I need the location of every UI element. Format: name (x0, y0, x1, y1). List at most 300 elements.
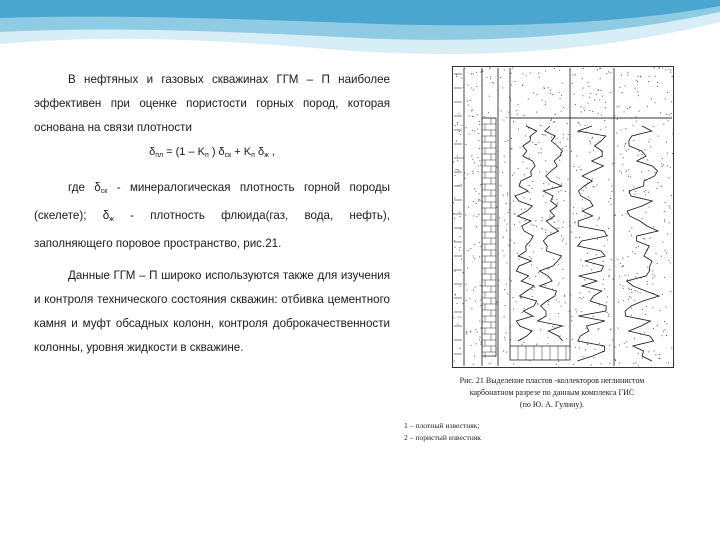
texture-dot (474, 258, 475, 259)
texture-dot (562, 148, 563, 149)
texture-dot (558, 301, 559, 302)
texture-dot (563, 134, 564, 135)
texture-dot (506, 332, 507, 333)
texture-dot (556, 300, 557, 301)
texture-dot (554, 121, 555, 122)
texture-dot (655, 354, 656, 355)
texture-dot (571, 232, 572, 233)
texture-dot (535, 144, 536, 145)
texture-dot (666, 142, 667, 143)
texture-dot (525, 209, 526, 210)
texture-dot (461, 228, 462, 229)
texture-dot (576, 170, 577, 171)
texture-dot (599, 305, 600, 306)
texture-dot (634, 194, 635, 195)
texture-dot (454, 240, 455, 241)
texture-dot (544, 87, 545, 88)
texture-dot (504, 220, 505, 221)
texture-dot (657, 263, 658, 264)
texture-dot (601, 151, 602, 152)
texture-dot (584, 110, 585, 111)
texture-dot (655, 102, 656, 103)
texture-dot (587, 343, 588, 344)
texture-dot (566, 338, 567, 339)
texture-dot (473, 173, 474, 174)
texture-dot (650, 238, 651, 239)
texture-dot (615, 215, 616, 216)
texture-dot (470, 331, 471, 332)
texture-dot (627, 108, 628, 109)
texture-dot (543, 183, 544, 184)
texture-dot (613, 279, 614, 280)
texture-dot (621, 75, 622, 76)
texture-dot (608, 314, 609, 315)
texture-dot (552, 199, 553, 200)
texture-dot (502, 87, 503, 88)
texture-dot (542, 134, 543, 135)
texture-dot (523, 342, 524, 343)
formula-part: = (1 – K (163, 146, 205, 158)
texture-dot (606, 302, 607, 303)
texture-dot (597, 239, 598, 240)
texture-dot (671, 348, 672, 349)
texture-dot (562, 83, 563, 84)
texture-dot (645, 149, 646, 150)
formula-sub-pl: пл (155, 152, 164, 159)
texture-dot (459, 286, 460, 287)
texture-dot (524, 308, 525, 309)
texture-dot (559, 283, 560, 284)
texture-dot (622, 266, 623, 267)
texture-dot (561, 95, 562, 96)
texture-dot (598, 328, 599, 329)
texture-dot (541, 148, 542, 149)
texture-dot (504, 162, 505, 163)
texture-dot (563, 326, 564, 327)
texture-dot (477, 114, 478, 115)
texture-dot (601, 114, 602, 115)
texture-dot (642, 154, 643, 155)
texture-dot (468, 207, 469, 208)
texture-dot (568, 134, 569, 135)
caption-line: Рис. 21 Выделение пластов -коллекторов неглинистом (459, 376, 645, 385)
texture-dot (597, 69, 598, 70)
texture-dot (608, 275, 609, 276)
texture-dot (648, 351, 649, 352)
texture-dot (504, 69, 505, 70)
texture-dot (662, 68, 663, 69)
texture-dot (627, 279, 628, 280)
texture-dot (453, 161, 454, 162)
texture-dot (638, 95, 639, 96)
texture-dot (628, 169, 629, 170)
texture-dot (545, 230, 546, 231)
texture-dot (455, 125, 456, 126)
texture-dot (583, 68, 584, 69)
texture-dot (465, 215, 466, 216)
texture-dot (589, 140, 590, 141)
texture-dot (455, 175, 456, 176)
texture-dot (580, 260, 581, 261)
texture-dot (628, 275, 629, 276)
texture-dot (649, 76, 650, 77)
formula-sub-zh: ж (264, 152, 269, 159)
texture-dot (513, 364, 514, 365)
texture-dot (545, 104, 546, 105)
texture-dot (537, 94, 538, 95)
texture-dot (545, 232, 546, 233)
texture-dot (532, 289, 533, 290)
texture-dot (540, 125, 541, 126)
texture-dot (596, 254, 597, 255)
texture-dot (599, 68, 600, 69)
texture-dot (606, 127, 607, 128)
texture-dot (547, 277, 548, 278)
texture-dot (586, 328, 587, 329)
texture-dot (607, 235, 608, 236)
texture-dot (564, 295, 565, 296)
texture-dot (475, 301, 476, 302)
texture-dot (664, 321, 665, 322)
texture-dot (545, 135, 546, 136)
texture-dot (657, 325, 658, 326)
texture-dot (466, 144, 467, 145)
texture-dot (600, 78, 601, 79)
texture-dot (601, 363, 602, 364)
texture-dot (536, 344, 537, 345)
texture-dot (514, 243, 515, 244)
texture-dot (505, 339, 506, 340)
texture-dot (581, 112, 582, 113)
texture-dot (455, 247, 456, 248)
texture-dot (526, 168, 527, 169)
texture-dot (529, 278, 530, 279)
texture-dot (558, 285, 559, 286)
texture-dot (513, 121, 514, 122)
texture-dot (557, 138, 558, 139)
texture-dot (640, 76, 641, 77)
texture-dot (617, 119, 618, 120)
texture-dot (590, 93, 591, 94)
texture-dot (587, 253, 588, 254)
texture-dot (662, 335, 663, 336)
texture-dot (517, 253, 518, 254)
texture-dot (506, 203, 507, 204)
texture-dot (524, 198, 525, 199)
texture-dot (662, 242, 663, 243)
texture-dot (539, 172, 540, 173)
texture-dot (658, 182, 659, 183)
texture-dot (619, 363, 620, 364)
texture-dot (668, 177, 669, 178)
texture-dot (603, 284, 604, 285)
texture-dot (652, 283, 653, 284)
texture-dot (575, 74, 576, 75)
texture-dot (508, 212, 509, 213)
texture-dot (625, 86, 626, 87)
texture-dot (470, 248, 471, 249)
texture-dot (664, 221, 665, 222)
texture-dot (513, 297, 514, 298)
texture-dot (561, 190, 562, 191)
texture-dot (612, 191, 613, 192)
texture-dot (475, 191, 476, 192)
texture-dot (620, 263, 621, 264)
texture-dot (545, 160, 546, 161)
texture-dot (532, 181, 533, 182)
texture-dot (627, 213, 628, 214)
texture-dot (460, 236, 461, 237)
texture-dot (503, 195, 504, 196)
texture-dot (453, 202, 454, 203)
texture-dot (666, 114, 667, 115)
texture-dot (480, 285, 481, 286)
texture-dot (592, 186, 593, 187)
texture-dot (550, 90, 551, 91)
texture-dot (556, 364, 557, 365)
texture-dot (593, 150, 594, 151)
texture-dot (599, 218, 600, 219)
texture-dot (559, 228, 560, 229)
texture-dot (531, 264, 532, 265)
texture-dot (596, 225, 597, 226)
texture-dot (572, 83, 573, 84)
texture-dot (609, 269, 610, 270)
texture-dot (562, 269, 563, 270)
texture-dot (611, 259, 612, 260)
texture-dot (655, 172, 656, 173)
texture-dot (616, 132, 617, 133)
texture-dot (537, 304, 538, 305)
texture-dot (525, 220, 526, 221)
texture-dot (647, 159, 648, 160)
texture-dot (466, 331, 467, 332)
texture-dot (645, 190, 646, 191)
texture-dot (457, 169, 458, 170)
texture-dot (563, 107, 564, 108)
texture-dot (511, 84, 512, 85)
texture-dot (518, 168, 519, 169)
texture-dot (563, 138, 564, 139)
texture-dot (488, 112, 489, 113)
texture-dot (595, 349, 596, 350)
texture-dot (515, 214, 516, 215)
texture-dot (624, 111, 625, 112)
texture-dot (647, 267, 648, 268)
formula-sub-sk: ск (224, 152, 232, 159)
texture-dot (662, 294, 663, 295)
formula-part: ) δ (208, 146, 225, 158)
texture-dot (508, 112, 509, 113)
texture-dot (529, 185, 530, 186)
texture-dot (644, 332, 645, 333)
texture-dot (668, 69, 669, 70)
texture-dot (581, 311, 582, 312)
texture-dot (631, 292, 632, 293)
texture-dot (514, 214, 515, 215)
texture-dot (539, 77, 540, 78)
texture-dot (635, 88, 636, 89)
texture-dot (626, 171, 627, 172)
texture-dot (515, 81, 516, 82)
texture-dot (493, 83, 494, 84)
texture-dot (529, 245, 530, 246)
texture-dot (571, 151, 572, 152)
texture-dot (660, 310, 661, 311)
texture-dot (473, 73, 474, 74)
texture-dot (635, 191, 636, 192)
texture-dot (645, 314, 646, 315)
texture-dot (628, 176, 629, 177)
texture-dot (563, 238, 564, 239)
texture-dot (457, 324, 458, 325)
texture-dot (638, 353, 639, 354)
texture-dot (623, 300, 624, 301)
texture-dot (610, 72, 611, 73)
texture-dot (551, 232, 552, 233)
texture-dot (558, 264, 559, 265)
texture-dot (558, 191, 559, 192)
texture-dot (532, 142, 533, 143)
texture-dot (640, 292, 641, 293)
texture-dot (544, 88, 545, 89)
texture-dot (591, 269, 592, 270)
texture-dot (506, 230, 507, 231)
texture-dot (615, 359, 616, 360)
texture-dot (479, 321, 480, 322)
texture-dot (658, 136, 659, 137)
texture-dot (522, 85, 523, 86)
texture-dot (582, 78, 583, 79)
texture-dot (620, 130, 621, 131)
texture-dot (661, 186, 662, 187)
texture-dot (608, 71, 609, 72)
texture-dot (598, 89, 599, 90)
texture-dot (548, 87, 549, 88)
formula-sub-p: п (251, 152, 255, 159)
texture-dot (628, 299, 629, 300)
texture-dot (522, 312, 523, 313)
texture-dot (648, 192, 649, 193)
texture-dot (600, 129, 601, 130)
texture-dot (661, 256, 662, 257)
texture-dot (457, 124, 458, 125)
texture-dot (541, 220, 542, 221)
texture-dot (548, 268, 549, 269)
texture-dot (586, 188, 587, 189)
texture-dot (469, 115, 470, 116)
texture-dot (528, 98, 529, 99)
texture-dot (631, 227, 632, 228)
texture-dot (466, 290, 467, 291)
texture-dot (545, 285, 546, 286)
texture-dot (503, 237, 504, 238)
texture-dot (545, 71, 546, 72)
texture-dot (478, 199, 479, 200)
texture-dot (556, 155, 557, 156)
texture-dot (633, 363, 634, 364)
texture-dot (480, 72, 481, 73)
texture-dot (466, 332, 467, 333)
texture-dot (572, 74, 573, 75)
body-text (34, 68, 390, 360)
texture-dot (652, 270, 653, 271)
texture-dot (642, 309, 643, 310)
texture-dot (505, 141, 506, 142)
texture-dot (490, 78, 491, 79)
texture-dot (509, 245, 510, 246)
texture-dot (479, 339, 480, 340)
texture-dot (520, 147, 521, 148)
texture-dot (531, 258, 532, 259)
texture-dot (511, 138, 512, 139)
texture-dot (663, 124, 664, 125)
texture-dot (562, 227, 563, 228)
texture-dot (454, 361, 455, 362)
texture-dot (642, 358, 643, 359)
texture-dot (622, 164, 623, 165)
texture-dot (518, 259, 519, 260)
texture-dot (473, 116, 474, 117)
texture-dot (559, 70, 560, 71)
texture-dot (475, 287, 476, 288)
texture-dot (670, 72, 671, 73)
texture-dot (662, 158, 663, 159)
texture-dot (506, 284, 507, 285)
texture-dot (529, 256, 530, 257)
texture-dot (461, 259, 462, 260)
texture-dot (478, 214, 479, 215)
texture-dot (631, 315, 632, 316)
texture-dot (631, 308, 632, 309)
texture-dot (458, 170, 459, 171)
texture-dot (463, 158, 464, 159)
texture-dot (668, 260, 669, 261)
texture-dot (634, 300, 635, 301)
texture-dot (656, 253, 657, 254)
texture-dot (668, 362, 669, 363)
texture-dot (639, 111, 640, 112)
texture-dot (629, 107, 630, 108)
texture-dot (594, 187, 595, 188)
texture-dot (620, 154, 621, 155)
texture-dot (552, 326, 553, 327)
texture-dot (582, 208, 583, 209)
texture-dot (660, 112, 661, 113)
texture-dot (545, 202, 546, 203)
texture-dot (548, 301, 549, 302)
texture-dot (626, 151, 627, 152)
texture-dot (629, 231, 630, 232)
texture-dot (603, 261, 604, 262)
figure-caption (420, 375, 684, 411)
texture-dot (663, 165, 664, 166)
texture-dot (511, 280, 512, 281)
texture-dot (622, 258, 623, 259)
texture-dot (664, 219, 665, 220)
texture-dot (456, 169, 457, 170)
texture-dot (521, 209, 522, 210)
texture-dot (598, 329, 599, 330)
texture-dot (663, 331, 664, 332)
texture-dot (467, 174, 468, 175)
texture-dot (577, 156, 578, 157)
texture-dot (490, 76, 491, 77)
texture-dot (655, 76, 656, 77)
texture-dot (504, 156, 505, 157)
formula-sub-p: п (204, 152, 209, 159)
texture-dot (500, 77, 501, 78)
